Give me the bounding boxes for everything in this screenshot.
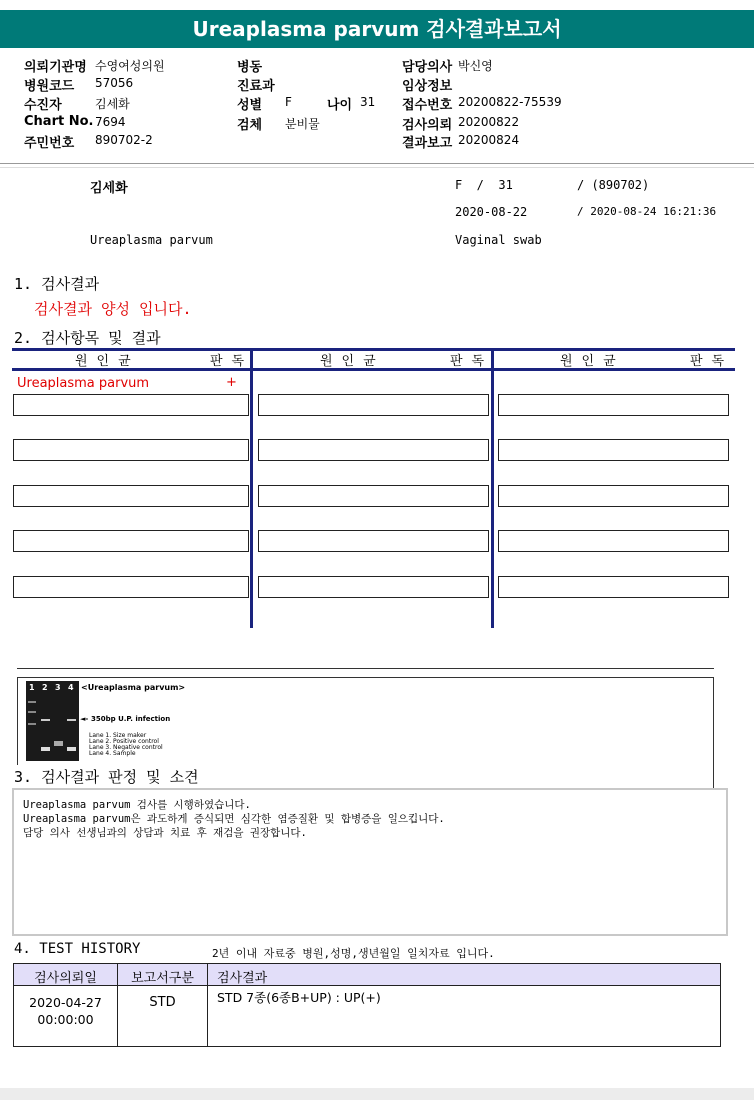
request-value: 20200822 [458,115,520,129]
gel-lane-1: 1 [29,683,35,692]
summary-birth: / (890702) [577,178,650,192]
summary-report-datetime: / 2020-08-24 16:21:36 [577,205,717,218]
patient-label: 수진자 [24,98,62,113]
dept-label: 진료과 [237,79,275,94]
table-col-divider-2 [491,348,494,628]
institution-value: 수영여성의원 [95,59,165,73]
footer-band [0,1088,754,1100]
header-info [0,52,754,164]
col-judgment-header-1: 판독 [210,354,254,369]
doctor-value: 박신영 [458,59,493,73]
col-organism-header-3: 원인균 [560,354,625,369]
summary-test-name: Ureaplasma parvum [90,233,213,247]
gel-band [67,747,76,751]
gel-legend-4: Lane 4. Sample [89,750,136,757]
summary-name: 김세화 [90,181,128,196]
header-divider-2 [0,167,754,168]
history-col-divider [207,964,208,1046]
section3-title: 3. 검사결과 판정 및 소견 [14,768,199,786]
report-title: Ureaplasma parvum 검사결과보고서 [0,10,754,48]
opinion-line-2: Ureaplasma parvum은 과도하게 증식되면 심각한 염증질환 및 합병증을 일으킵니다. [23,813,445,825]
chart-label: Chart No. [24,114,94,129]
report-value: 20200824 [458,133,520,147]
history-header-type: 보고서구분 [131,971,194,986]
gel-legend-3: Lane 3. Negative control [89,744,163,751]
gel-frame-bottom-right [713,765,714,790]
gel-band [28,723,36,725]
col-organism-header-1: 원인균 [75,354,140,369]
gel-band [41,719,50,721]
empty-result-box [498,485,729,507]
age-value: 31 [360,95,376,109]
empty-result-box [498,394,729,416]
chart-value: 7694 [95,115,126,129]
empty-result-box [13,485,249,507]
gel-title: <Ureaplasma parvum> [81,683,186,692]
gel-band [41,747,50,751]
empty-result-box [13,576,249,598]
gel-lane-3: 3 [55,683,61,692]
empty-result-box [258,530,489,552]
opinion-line-3: 담당 의사 선생님과의 상담과 치료 후 재검을 권장합니다. [23,827,307,839]
gel-legend-2: Lane 2. Positive control [89,738,159,745]
header-divider [0,163,754,164]
gel-lane-2: 2 [42,683,48,692]
opinion-line-1: Ureaplasma parvum 검사를 시행하였습니다. [23,799,251,811]
gel-divider [17,668,714,669]
request-label: 검사의뢰 [402,118,453,133]
gel-frame [17,677,714,765]
doctor-label: 담당의사 [402,60,453,75]
history-row-type: STD [149,995,176,1010]
result-table [0,346,754,630]
clinical-label: 임상정보 [402,79,453,94]
opinion-box [12,788,728,936]
gel-band [28,711,36,713]
history-header-date: 검사의뢰일 [34,971,97,986]
gel-band [54,741,63,746]
history-row-date: 2020-04-27 [29,995,102,1010]
hospital-code-value: 57056 [95,76,134,90]
section1-title: 1. 검사결과 [14,275,100,293]
gel-arrow-icon: ◄- [80,715,89,723]
report-label: 결과보고 [402,136,453,151]
gel-band [28,701,36,703]
receipt-value: 20200822-75539 [458,95,562,109]
col-judgment-header-2: 판독 [450,354,494,369]
patient-value: 김세화 [95,97,130,111]
age-label: 나이 [327,98,353,113]
history-header-result: 검사결과 [217,971,268,986]
ssn-value: 890702-2 [95,133,153,147]
table-col-divider-1 [250,348,253,628]
ward-label: 병동 [237,60,263,75]
specimen-value: 분비물 [285,117,320,131]
hospital-code-label: 병원코드 [24,79,75,94]
section4-title: 4. TEST HISTORY [14,941,141,957]
summary-sex-age: F / 31 [455,178,513,192]
section2-title: 2. 검사항목 및 결과 [14,329,161,347]
summary-collect-date: 2020-08-22 [455,205,528,219]
section1-result: 검사결과 양성 입니다. [34,300,192,318]
history-row-time: 00:00:00 [37,1012,94,1027]
receipt-label: 접수번호 [402,98,453,113]
empty-result-box [258,394,489,416]
result-organism: Ureaplasma parvum [17,376,150,391]
history-row-result: STD 7종(6종B+UP) : UP(+) [217,990,381,1005]
empty-result-box [258,439,489,461]
specimen-label: 검체 [237,118,263,133]
institution-label: 의뢰기관명 [24,60,87,75]
empty-result-box [498,439,729,461]
history-table [13,963,721,1047]
empty-result-box [258,576,489,598]
col-organism-header-2: 원인균 [320,354,385,369]
sex-value: F [285,95,292,109]
empty-result-box [13,394,249,416]
empty-result-box [13,530,249,552]
gel-image [26,681,79,761]
result-value: + [226,375,237,390]
empty-result-box [498,576,729,598]
sex-label: 성별 [237,98,263,113]
col-judgment-header-3: 판독 [690,354,734,369]
gel-band [67,719,76,721]
summary-specimen: Vaginal swab [455,233,542,247]
empty-result-box [13,439,249,461]
gel-lane-4: 4 [68,683,74,692]
gel-legend-1: Lane 1. Size maker [89,732,147,739]
empty-result-box [498,530,729,552]
empty-result-box [258,485,489,507]
gel-arrow-label: 350bp U.P. infection [91,715,171,723]
ssn-label: 주민번호 [24,136,75,151]
section4-note: 2년 이내 자료중 병원,성명,생년월일 일치자료 입니다. [212,947,495,960]
